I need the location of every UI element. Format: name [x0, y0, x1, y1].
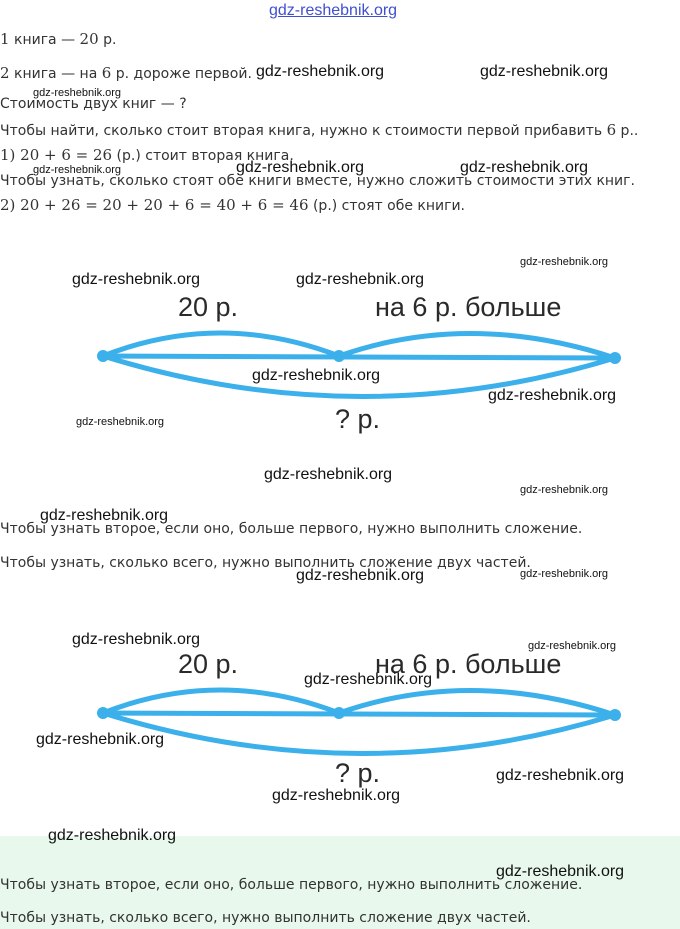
number-twenty: 20: [79, 30, 99, 48]
number-six: 6: [606, 121, 617, 139]
watermark: gdz-reshebnik.org: [488, 387, 617, 404]
arc-first-book: [103, 333, 339, 356]
question-line: Стоимость двух книг — ?: [0, 96, 187, 112]
text: (р.) стоит вторая книга.: [112, 148, 294, 164]
label-total: ? р.: [335, 758, 381, 788]
statement-line-2: [0, 64, 252, 82]
watermark: gdz-reshebnik.org: [520, 484, 609, 496]
note-line-1: Чтобы узнать второе, если оно, больше первого, нужно выполнить сложение.: [0, 521, 583, 537]
watermark: gdz-reshebnik.org: [76, 416, 165, 428]
point-start: [97, 350, 109, 362]
point-middle: [333, 350, 345, 362]
watermark: gdz-reshebnik.org: [72, 631, 201, 648]
text: (р.) стоят обе книги.: [308, 198, 465, 214]
number-two: 2: [0, 64, 10, 82]
number-six: 6: [101, 64, 112, 82]
watermark: gdz-reshebnik.org: [304, 671, 433, 688]
answer-line-2: Чтобы узнать, сколько всего, нужно выполнить сложение двух частей.: [0, 910, 531, 926]
label-first-book: 20 р.: [178, 292, 239, 322]
watermark: gdz-reshebnik.org: [236, 159, 365, 176]
arc-second-book: [339, 690, 615, 715]
text: р. дороже первой.: [111, 66, 252, 82]
watermark: gdz-reshebnik.org: [264, 466, 393, 483]
point-end: [609, 352, 621, 364]
arc-total: [103, 713, 615, 754]
watermark: gdz-reshebnik.org: [256, 63, 385, 80]
diagram-lines: [103, 690, 615, 754]
text: Чтобы найти, сколько стоит вторая книга, нужно к стоимости первой прибавить: [0, 123, 607, 139]
point-start: [97, 707, 109, 719]
arc-first-book: [103, 690, 339, 713]
watermark: gdz-reshebnik.org: [460, 159, 589, 176]
explanation-line-2: Чтобы узнать, сколько стоят обе книги вместе, нужно сложить стоимости этих книг.: [0, 173, 635, 189]
watermark: gdz-reshebnik.org: [520, 568, 609, 580]
watermark: gdz-reshebnik.org: [272, 787, 401, 804]
watermark: gdz-reshebnik.org: [520, 256, 609, 268]
point-end: [609, 709, 621, 721]
label-second-book: на 6 р. больше: [375, 649, 562, 679]
answer-line-1: Чтобы узнать второе, если оно, больше первого, нужно выполнить сложение.: [0, 877, 583, 893]
text: р.: [98, 32, 117, 48]
base-line: [103, 713, 615, 715]
label-total: ? р.: [335, 404, 381, 434]
number-one: 1: [0, 30, 10, 48]
watermark: gdz-reshebnik.org: [33, 164, 122, 176]
statement-line-1: [0, 30, 116, 48]
equation: 2) 20 + 26 = 20 + 20 + 6 = 40 + 6 = 46: [0, 196, 309, 214]
equation: 1) 20 + 6 = 26: [0, 146, 113, 164]
explanation-line-1: [0, 121, 638, 139]
site-watermark-top: gdz-reshebnik.org: [269, 2, 398, 19]
watermark: gdz-reshebnik.org: [48, 827, 177, 844]
watermark: gdz-reshebnik.org: [40, 507, 169, 524]
point-middle: [333, 707, 345, 719]
watermark: gdz-reshebnik.org: [296, 271, 425, 288]
watermark: gdz-reshebnik.org: [496, 863, 625, 880]
watermark: gdz-reshebnik.org: [496, 767, 625, 784]
solution-step-2: [0, 196, 465, 214]
label-second-book: на 6 р. больше: [375, 292, 562, 322]
watermark: gdz-reshebnik.org: [72, 271, 201, 288]
base-line: [103, 356, 615, 358]
label-first-book: 20 р.: [178, 649, 239, 679]
watermark: gdz-reshebnik.org: [36, 731, 165, 748]
arc-second-book: [339, 333, 615, 358]
text: книга —: [9, 32, 80, 48]
watermark: gdz-reshebnik.org: [528, 640, 617, 652]
watermark: gdz-reshebnik.org: [252, 367, 381, 384]
text: книга — на: [9, 66, 102, 82]
note-line-2: Чтобы узнать, сколько всего, нужно выполнить сложение двух частей.: [0, 555, 531, 571]
watermark: gdz-reshebnik.org: [296, 567, 425, 584]
watermark: gdz-reshebnik.org: [33, 87, 122, 99]
text: р..: [616, 123, 639, 139]
watermark: gdz-reshebnik.org: [480, 63, 609, 80]
